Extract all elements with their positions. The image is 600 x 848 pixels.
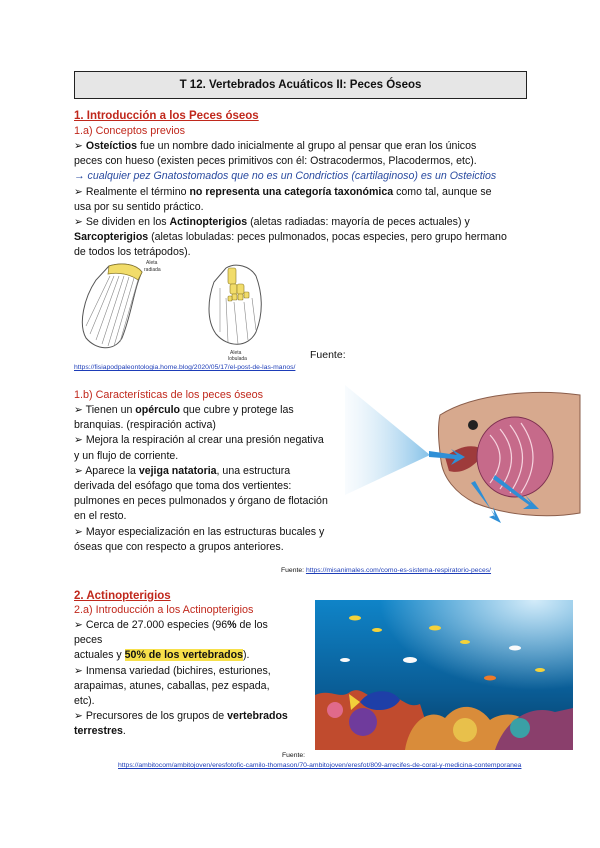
fuente-label-3: Fuente: [282,752,306,759]
radiated-fin-illustration [82,260,161,348]
fish-eye [468,420,478,430]
actinopterigios-list: ➢ Cerca de 27.000 especies (96% de los peces actuales y 50% de los vertebrados). ➢ Inmensa variedad (bichires, esturiones, arapaimas, atunes, caballas, pez espada, etc). ➢ Precursores de los grupos de vertebrados terrestres. [74,619,288,738]
svg-text:Aleta: Aleta [230,350,242,356]
page-title: T 12. Vertebrados Acuáticos II: Peces Óseos [74,71,527,99]
source-link-2[interactable]: https://misanimales.com/como-es-sistema-respiratorio-peces/ [305,567,492,574]
section-2-heading: 2. Actinopterigios [74,590,171,602]
fin-comparison-figure [74,258,304,362]
characteristics-list: ➢ Tienen un opérculo que cubre y protege las branquias. (respiración activa) ➢ Mejora la respiración al crear una presión negativa y un flujo de corriente. ➢ Aparece la vejiga natatoria, una estructura derivada del esófago que toma dos vertientes: pulmones en peces pulmonados y órgano de flotación en el resto. ➢ Mayor especialización en las estructuras bucales y óseas que con respecto a grupos anteriores. [74,404,328,553]
coral-reef-photo [315,600,573,750]
lobed-fin-illustration [209,265,261,362]
svg-text:radiada: radiada [144,267,161,273]
fish-respiration-figure [345,385,580,525]
subsection-2a-heading: 2.a) Introducción a los Actinopterigios [74,604,254,616]
fuente-label-1: Fuente: [310,349,346,361]
source-2: Fuente: https://misanimales.com/como-es-sistema-respiratorio-peces/ [281,567,492,574]
source-link-3[interactable]: https://ambitocom/ambitojoven/eresfotofic-camilo-thomason/70-ambitojoven/eresfot/809-arrecifes-de-coral-y-medicina-contemporanea [118,762,522,769]
paragraph-osteictios: ➢ Osteíctios fue un nombre dado inicialmente al grupo al pensar que eran los únicos peces con hueso (existen peces primitivos con él: Ostracodermos, Placodermos, etc). → cualquier pez Gnatostomados que no es un Condrictios (cartilaginoso) es un Osteictios ➢ Realmente el término no representa una categoría taxonómica como tal, aunque se usa por su sentido práctico. ➢ Se dividen en los Actinopterigios (aletas radiadas: mayoría de peces actuales) y Sarcopterigios (aletas lobuladas: peces pulmonados, pocas especies, pero grupo hermano de todos los tetrápodos). [74,140,507,259]
italic-note: → cualquier pez Gnatostomados que no es un Condrictios (cartilaginoso) es un Osteictios [74,170,497,183]
highlight-vertebrados: 50% de los vertebrados [124,649,244,662]
svg-text:lobulada: lobulada [228,356,247,362]
subsection-1b-heading: 1.b) Características de los peces óseos [74,389,264,401]
water-flow-cone [345,385,430,495]
subsection-1a-heading: 1.a) Conceptos previos [74,125,186,137]
source-link-1[interactable]: https://fisiapodpaleontologia.home.blog/2020/05/17/el-post-de-las-manos/ [74,364,296,371]
svg-text:Aleta: Aleta [146,260,158,266]
section-1-heading: 1. Introducción a los Peces óseos [74,110,259,122]
